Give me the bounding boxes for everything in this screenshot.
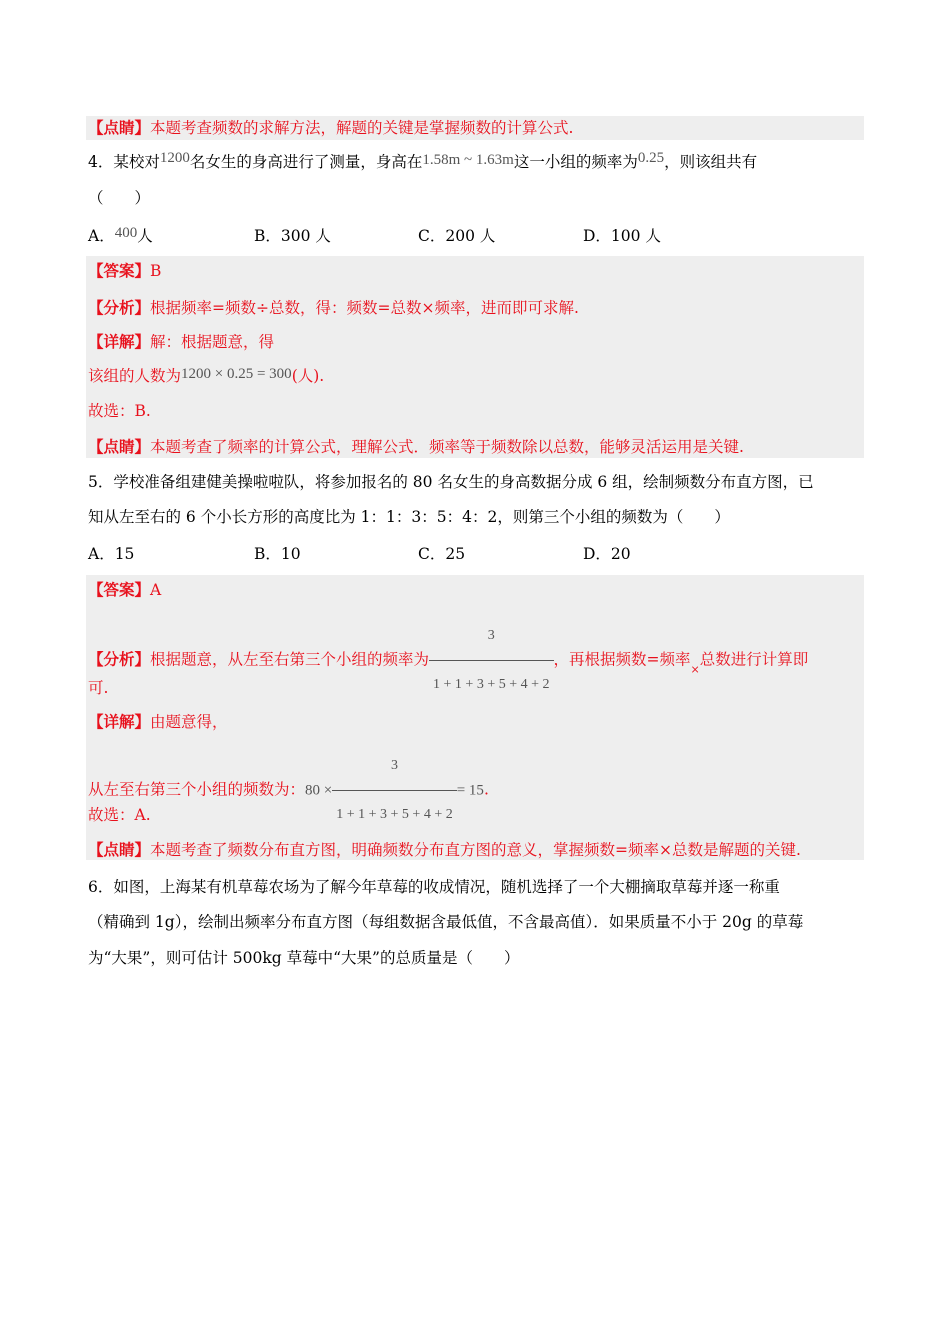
q5-choose: 故选：A. — [88, 806, 151, 824]
q5-option-c: C．25 — [418, 545, 466, 563]
q4-note: 【点睛】本题考查了频率的计算公式，理解公式．频率等于频数除以总数，能够灵活运用是关键. — [88, 437, 744, 456]
q4-solution-box — [86, 256, 864, 458]
q5-option-d: D．20 — [583, 545, 631, 563]
q4-stem: 4．某校对1200名女生的身高进行了测量，身高在1.58m ~ 1.63m这一小组的频率为0.25，则该组共有 — [88, 150, 758, 171]
note-tag: 【点睛】 — [88, 118, 151, 137]
q5-option-a: A．15 — [88, 545, 135, 563]
q6-stem-line3: 为“大果”，则可估计 500kg 草莓中“大果”的总质量是（ ） — [88, 949, 520, 967]
q5-stem-line1: 5．学校准备组建健美操啦啦队，将参加报名的 80 名女生的身高数据分成 6 组，绘制频数分布直方图，已 — [88, 473, 814, 491]
q5-calc-fraction: $\frac{3}{1 + 1 + 3 + 5 + 4 + 2}$ — [332, 744, 456, 837]
q4-detail: 【详解】解：根据题意，得 — [88, 332, 275, 351]
q3-note — [88, 118, 573, 138]
q5-analysis-end: 可. — [88, 679, 109, 697]
q4-choose: 故选：B. — [88, 402, 151, 420]
q5-option-b: B．10 — [254, 545, 301, 563]
q4-paren: （ ） — [88, 189, 151, 207]
q6-stem-line1: 6．如图，上海某有机草莓农场为了解今年草莓的收成情况，随机选择了一个大棚摘取草莓并逐一称重 — [88, 878, 780, 896]
q6-stem-line2: （精确到 1g），绘制出频率分布直方图（每组数据含最低值，不含最高值）．如果质量不小于 20g 的草莓 — [88, 913, 804, 931]
q5-note: 【点睛】本题考查了频数分布直方图，明确频数分布直方图的意义，掌握频数=频率×总数是解题的关键. — [88, 840, 801, 859]
q5-fraction: $\frac{3}{1 + 1 + 3 + 5 + 4 + 2}$ — [429, 614, 553, 707]
q4-option-b: B．300 人 — [254, 227, 331, 245]
q5-stem-line2: 知从左至右的 6 个小长方形的高度比为 1：1：3：5：4：2，则第三个小组的频数为（ ） — [88, 508, 730, 526]
q4-option-c: C．200 人 — [418, 227, 496, 245]
q4-option-a: A．400人 — [88, 225, 153, 245]
q5-detail: 【详解】由题意得， — [88, 712, 228, 731]
q5-answer: 【答案】A — [88, 580, 162, 599]
q4-calc: 该组的人数为1200 × 0.25 = 300(人). — [88, 366, 325, 385]
q4-analysis: 【分析】根据频率=频数÷总数，得：频数=总数×频率，进而即可求解. — [88, 298, 579, 317]
q4-answer: 【答案】B — [88, 261, 162, 280]
note-text: 本题考查频数的求解方法，解题的关键是掌握频数的计算公式. — [150, 119, 574, 137]
q5-calc: 从左至右第三个小组的频数为：80 × $\frac{3}{1 + 1 + 3 + 5 + 4 + 2}$ = 15. — [88, 744, 489, 837]
q4-option-d: D．100 人 — [583, 227, 661, 245]
q5-analysis: 【分析】根据题意，从左至右第三个小组的频率为 $\frac{3}{1 + 1 + 3 + 5 + 4 + 2}$ ，再根据频数=频率$_\times$总数进行计算即 — [88, 614, 808, 707]
